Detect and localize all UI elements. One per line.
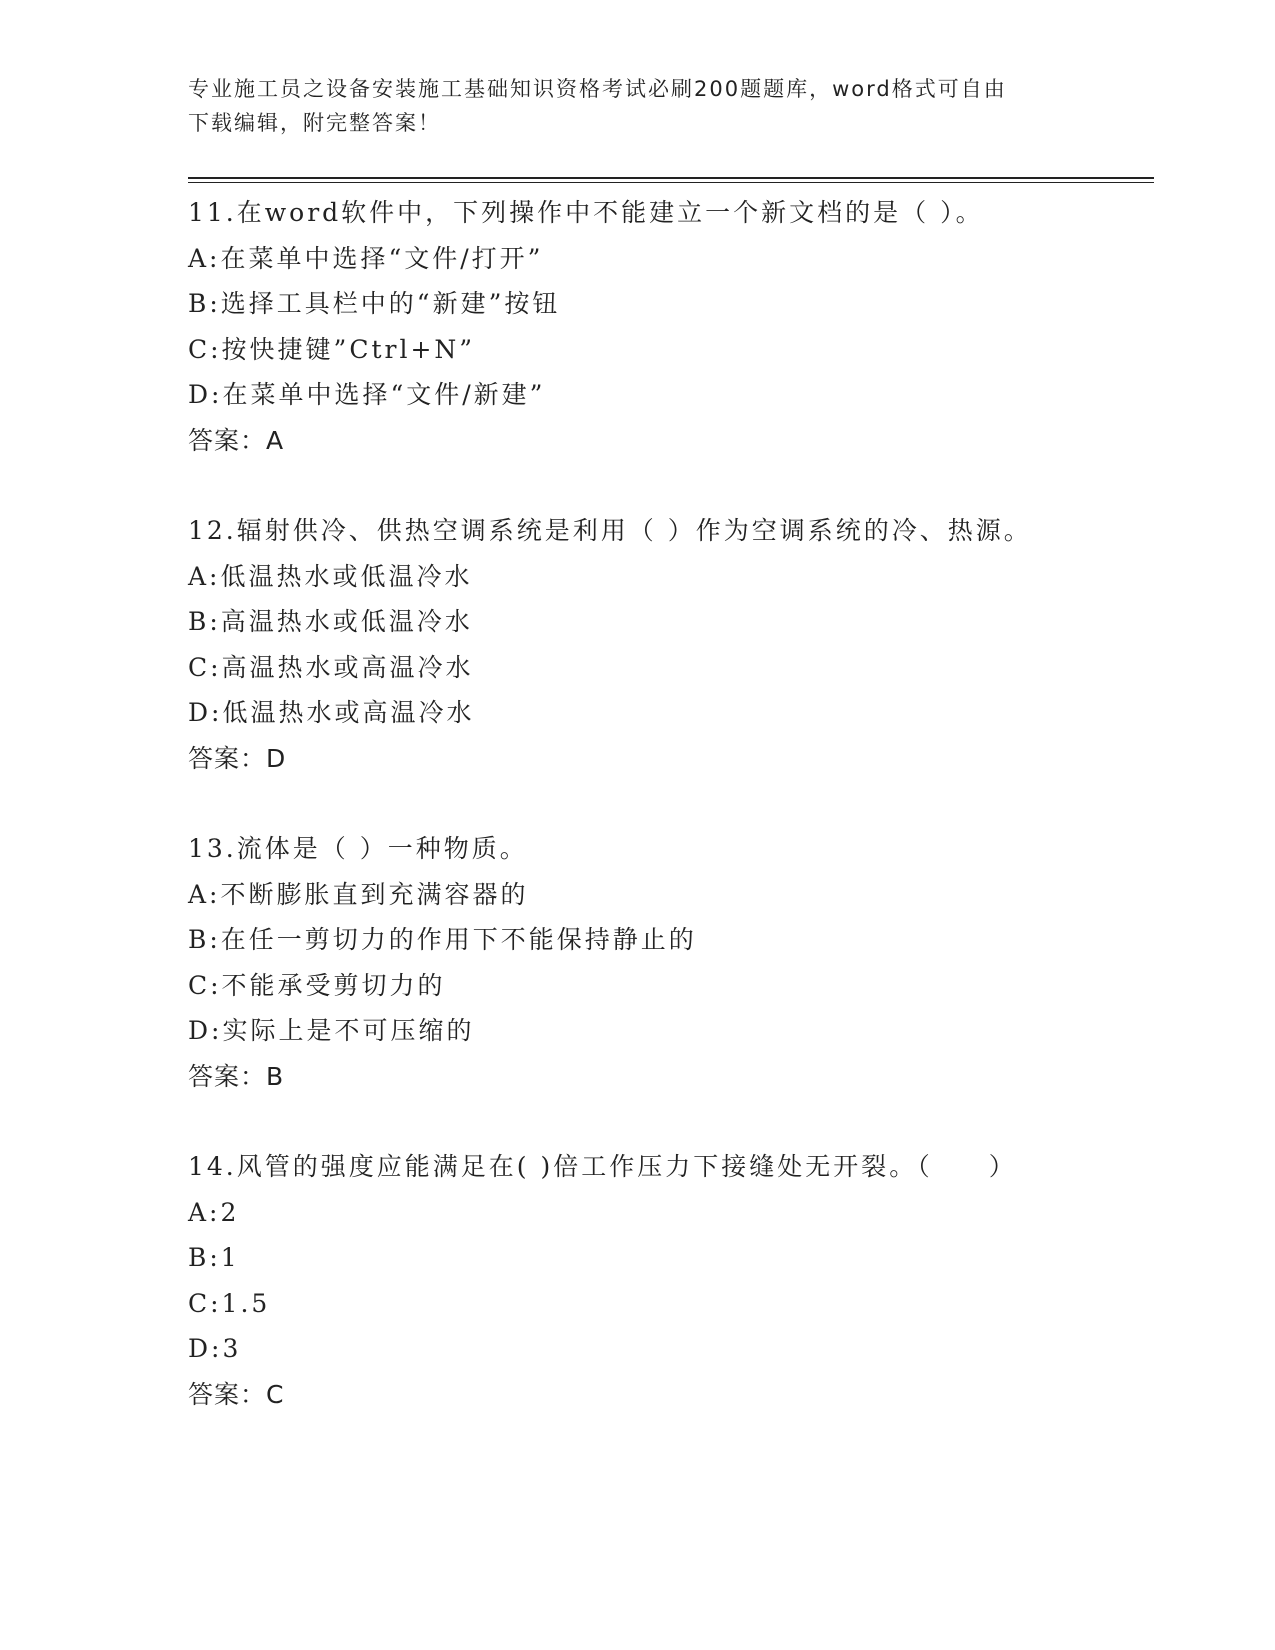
header-line-2: 下载编辑，附完整答案！ <box>188 111 441 135</box>
question-14 <box>188 1144 1154 1462</box>
option-c: C:不能承受剪切力的 <box>188 970 446 1000</box>
option-c: C:按快捷键”Ctrl+N” <box>188 334 476 364</box>
option-d: D:3 <box>188 1334 242 1363</box>
option-a: A:在菜单中选择“文件/打开” <box>188 243 544 273</box>
question-11 <box>188 190 1154 508</box>
question-12 <box>188 508 1154 826</box>
question-stem: 11.在word软件中，下列操作中不能建立一个新文档的是（ ）。 <box>188 198 984 227</box>
header-divider-thin <box>188 182 1154 183</box>
answer-label: 答案：D <box>188 743 287 773</box>
document-header <box>188 72 1068 140</box>
header-line-1: 专业施工员之设备安装施工基础知识资格考试必刷200题题库，word格式可自由 <box>188 77 1007 101</box>
option-b: B:高温热水或低温冷水 <box>188 607 473 636</box>
option-c: C:1.5 <box>188 1288 271 1318</box>
question-list <box>188 190 1154 1462</box>
answer-label: 答案：A <box>188 425 285 455</box>
option-a: A:2 <box>188 1197 240 1227</box>
question-stem: 12.辐射供冷、供热空调系统是利用（ ）作为空调系统的冷、热源。 <box>188 516 1032 545</box>
option-a: A:低温热水或低温冷水 <box>188 561 473 591</box>
option-d: D:在菜单中选择“文件/新建” <box>188 380 546 409</box>
answer-label: 答案：C <box>188 1379 285 1409</box>
option-b: B:选择工具栏中的“新建”按钮 <box>188 289 561 318</box>
option-d: D:低温热水或高温冷水 <box>188 698 475 727</box>
question-stem: 13.流体是（ ）一种物质。 <box>188 834 528 863</box>
header-divider-thick <box>188 177 1154 179</box>
question-stem: 14.风管的强度应能满足在( )倍工作压力下接缝处无开裂。（ ） <box>188 1152 1017 1181</box>
option-a: A:不断膨胀直到充满容器的 <box>188 879 529 909</box>
question-13 <box>188 826 1154 1144</box>
option-d: D:实际上是不可压缩的 <box>188 1016 475 1045</box>
option-b: B:在任一剪切力的作用下不能保持静止的 <box>188 925 697 954</box>
answer-label: 答案：B <box>188 1061 285 1091</box>
option-c: C:高温热水或高温冷水 <box>188 652 474 682</box>
option-b: B:1 <box>188 1243 240 1272</box>
